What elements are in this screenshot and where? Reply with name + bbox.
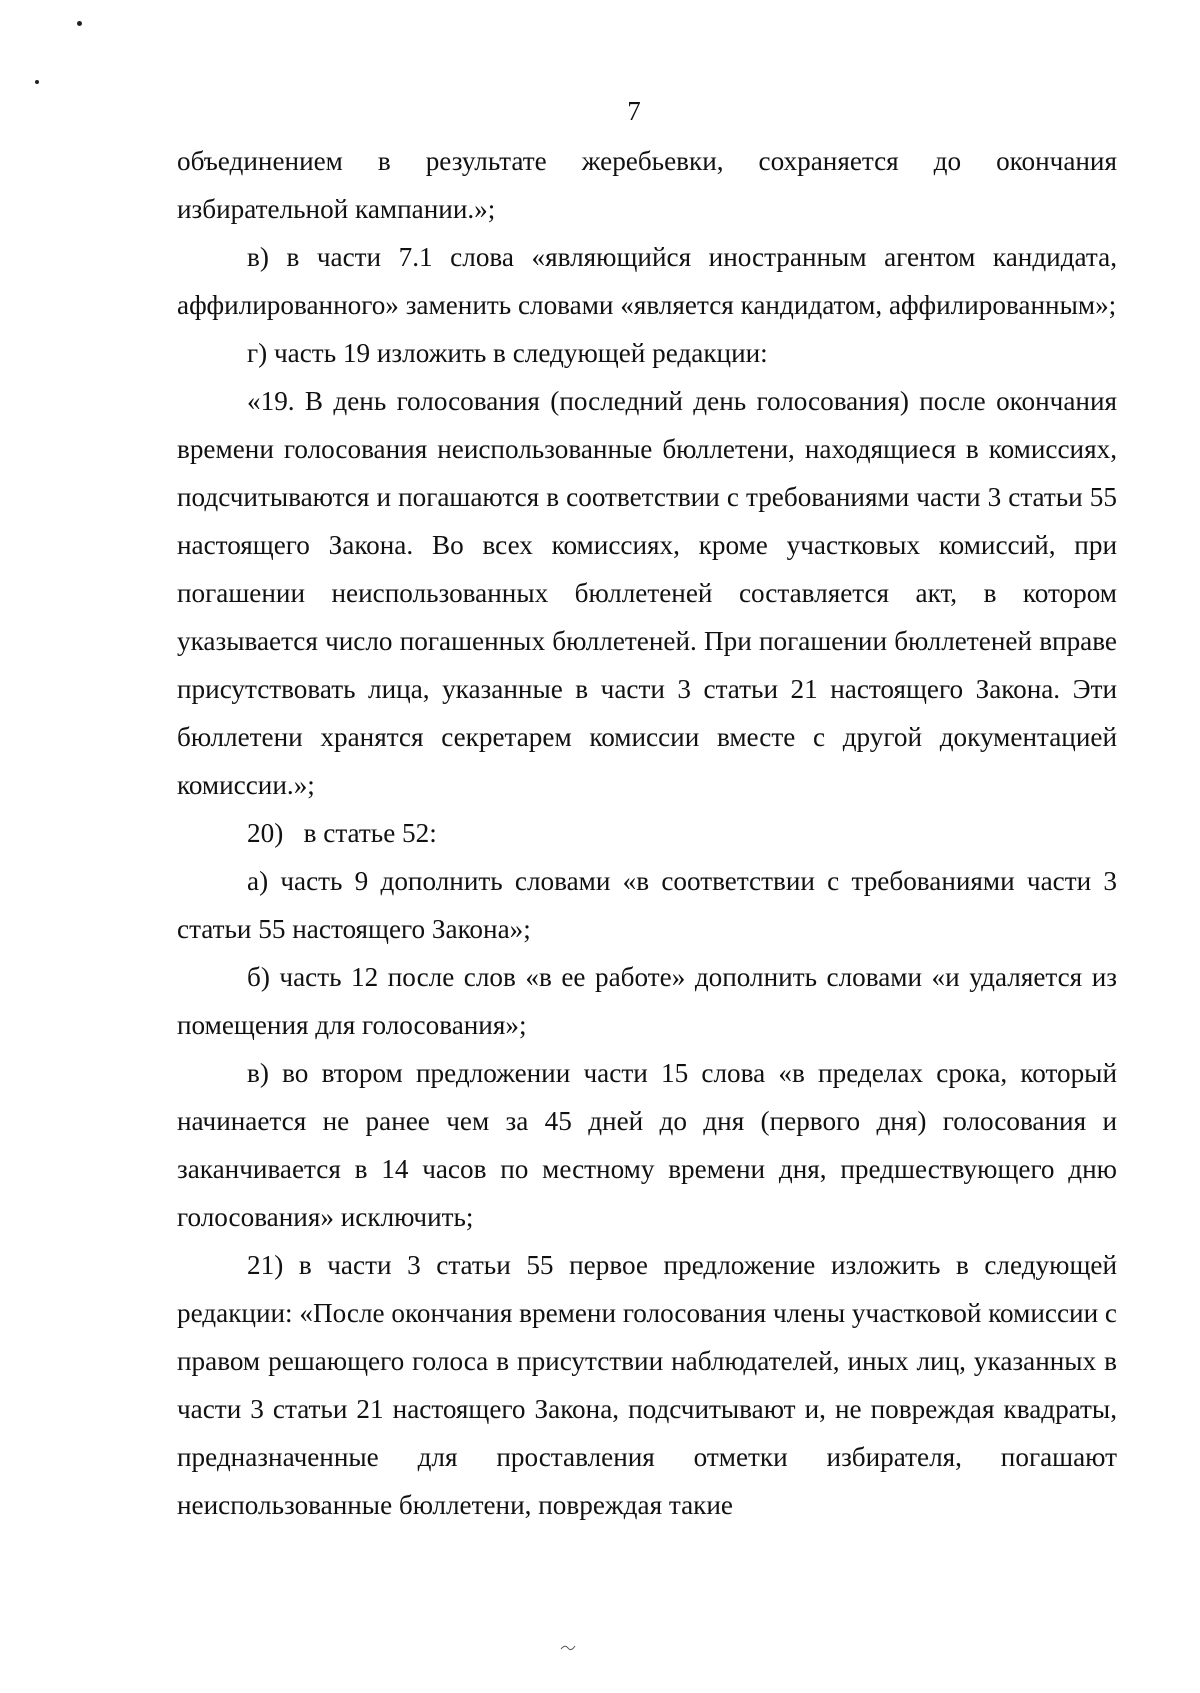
paragraph-continuation: объединением в результате жеребьевки, сохраняется до окончания избирательной кампании.»; [177,146,1117,224]
paragraph-part-19: «19. В день голосования (последний день голосования) после окончания времени голосования неиспользованные бюллетени, находящиеся в комиссиях, подсчитываются и погашаются в соответствии с требованиями части 3 статьи 55 настоящего Закона. Во всех комиссиях, кроме участковых комиссий, при погашении неиспользованных бюллетеней составляется акт, в котором указывается число погашенных бюллетеней. При погашении бюллетеней вправе присутствовать лица, указанные в части 3 статьи 21 настоящего Закона. Эти бюллетени хранятся секретарем комиссии вместе с другой документацией комиссии.»; [177,386,1117,800]
paragraph-item-b: б) часть 12 после слов «в ее работе» дополнить словами «и удаляется из помещения для голосования»; [177,962,1117,1040]
scan-speck [35,80,39,84]
paragraph-item-a: а) часть 9 дополнить словами «в соответствии с требованиями части 3 статьи 55 настоящего Закона»; [177,866,1117,944]
paragraph-item-21: 21) в части 3 статьи 55 первое предложение изложить в следующей редакции: «После окончания времени голосования члены участковой комиссии с правом решающего голоса в присутствии наблюдателей, иных лиц, указанных в части 3 статьи 21 настоящего Закона, подсчитывают и, не повреждая квадраты, предназначенные для проставления отметки избирателя, погашают неиспользованные бюллетени, повреждая такие [177,1250,1117,1520]
paragraph-item-g: г) часть 19 изложить в следующей редакции: [247,338,768,368]
page-number: 7 [627,96,641,126]
document-body [177,137,1117,1529]
paragraph-item-20: 20) в статье 52: [247,818,437,848]
paragraph-item-v-7-1: в) в части 7.1 слова «являющийся иностранным агентом кандидата, аффилированного» заменить словами «является кандидатом, аффилированным»; [177,242,1117,320]
paragraph-item-v-15: в) во втором предложении части 15 слова «в пределах срока, который начинается не ранее чем за 45 дней до дня (первого дня) голосования и заканчивается в 14 часов по местному времени дня, предшествующего дню голосования» исключить; [177,1058,1117,1232]
scan-mark [560,1642,576,1652]
scan-speck [77,21,82,26]
